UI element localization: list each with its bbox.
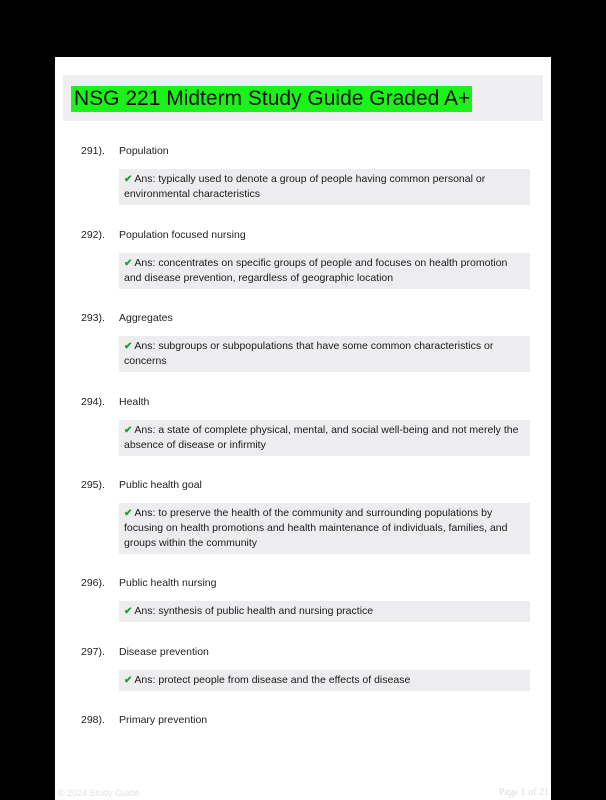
answer-box [119, 336, 530, 372]
question-term: Population focused nursing [119, 229, 246, 241]
question-term: Primary prevention [119, 714, 208, 726]
answer-box [119, 169, 530, 205]
question-number: 296). [81, 577, 105, 589]
answer-text: Ans: concentrates on specific groups of people and focuses on health promotion and disease prevention, regardless of geographic location [124, 257, 508, 284]
check-icon: ✔ [124, 675, 133, 686]
check-icon: ✔ [124, 174, 133, 185]
answer-text: Ans: protect people from disease and the effects of disease [134, 674, 411, 686]
page-number: Page 1 of 21 [498, 787, 549, 798]
check-icon: ✔ [124, 508, 133, 519]
answer-box [119, 253, 530, 289]
question-term: Health [119, 396, 150, 408]
check-icon: ✔ [124, 341, 133, 352]
check-icon: ✔ [124, 606, 133, 617]
question-number: 295). [81, 479, 105, 491]
question-number: 291). [81, 145, 105, 157]
question-term: Public health goal [119, 479, 202, 491]
title-banner [63, 75, 543, 121]
question-number: 292). [81, 229, 105, 241]
answer-box [119, 601, 530, 622]
question-number: 297). [81, 646, 105, 658]
question-number: 298). [81, 714, 105, 726]
answer-box [119, 670, 530, 691]
check-icon: ✔ [124, 258, 133, 269]
document-page [55, 57, 551, 800]
answer-text: Ans: to preserve the health of the community and surrounding populations by focusing on health promotions and health maintenance of individuals, families, and groups within the community [124, 507, 508, 549]
question-term: Aggregates [119, 312, 173, 324]
question-number: 294). [81, 396, 105, 408]
footer-watermark: © 2024 Study Guide [58, 788, 140, 798]
answer-box [119, 420, 530, 456]
answer-text: Ans: subgroups or subpopulations that have some common characteristics or concerns [124, 340, 494, 367]
question-term: Disease prevention [119, 646, 209, 658]
answer-text: Ans: typically used to denote a group of people having common personal or environmental characteristics [124, 173, 486, 200]
question-term: Population [119, 145, 169, 157]
question-term: Public health nursing [119, 577, 217, 589]
check-icon: ✔ [124, 425, 133, 436]
document-title: NSG 221 Midterm Study Guide Graded A+ [71, 86, 472, 112]
question-number: 293). [81, 312, 105, 324]
answer-box [119, 503, 530, 554]
answer-text: Ans: a state of complete physical, mental, and social well-being and not merely the absence of disease or infirmity [124, 424, 519, 451]
answer-text: Ans: synthesis of public health and nursing practice [134, 605, 374, 617]
